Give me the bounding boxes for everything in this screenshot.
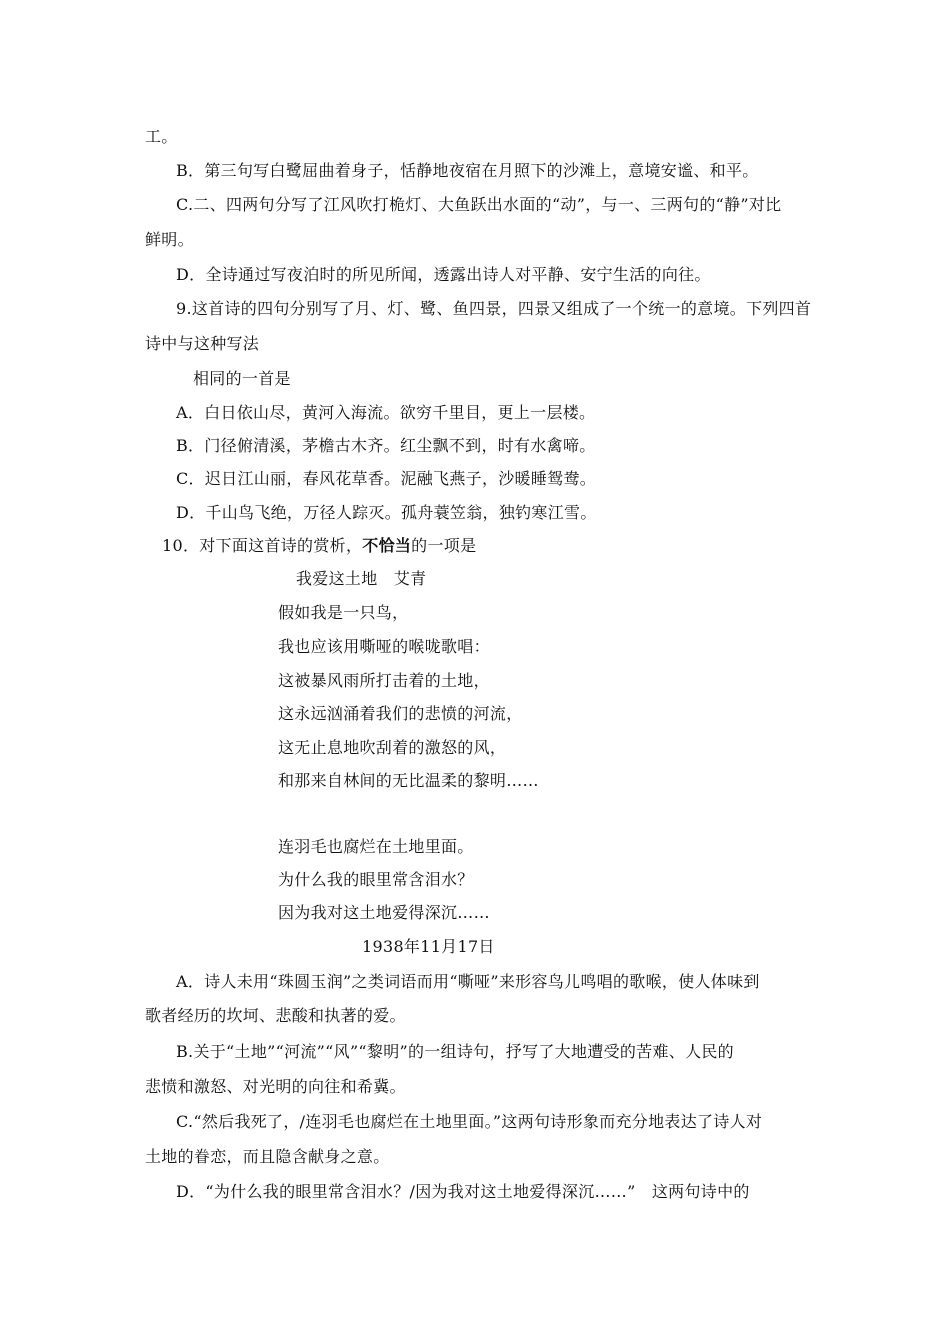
- poem-line: 假如我是一只鸟，: [278, 603, 409, 622]
- poem-line: 这无止息地吹刮着的激怒的风，: [278, 738, 507, 757]
- q10-option-a-line1: A．诗人未用“珠圆玉润”之类词语而用“嘶哑”来形容鸟儿鸣唱的歌喉，使人体味到: [176, 972, 760, 991]
- q9-stem-line2: 诗中与这种写法: [145, 334, 260, 353]
- poem-line: 因为我对这土地爱得深沉……: [278, 903, 490, 922]
- q10-option-a-line2: 歌者经历的坎坷、悲酸和执著的爱。: [145, 1006, 406, 1025]
- q10-stem-post: 的一项是: [411, 536, 477, 555]
- q10-option-b-line1: B.关于“土地”“河流”“风”“黎明”的一组诗句，抒写了大地遭受的苦难、人民的: [176, 1042, 734, 1061]
- q9-option-d: D．千山鸟飞绝，万径人踪灭。孤舟蓑笠翁，独钓寒江雪。: [176, 503, 597, 522]
- q8-option-c-line1: C.二、四两句分写了江风吹打桅灯、大鱼跃出水面的“动”，与一、三两句的“静”对比: [176, 195, 782, 214]
- q10-stem-pre: 10．对下面这首诗的赏析，: [162, 536, 363, 555]
- q9-stem-line1: 9.这首诗的四句分别写了月、灯、鹭、鱼四景，四景又组成了一个统一的意境。下列四首: [176, 299, 812, 318]
- q10-option-c-line1: C.“然后我死了，/连羽毛也腐烂在土地里面。”这两句诗形象而充分地表达了诗人对: [176, 1112, 763, 1131]
- poem-line: 这永远汹涌着我们的悲愤的河流，: [278, 704, 523, 723]
- q8-option-b: B．第三句写白鹭屈曲着身子，恬静地夜宿在月照下的沙滩上，意境安谧、和平。: [176, 161, 759, 180]
- q8-option-d: D．全诗通过写夜泊时的所见所闻，透露出诗人对平静、安宁生活的向往。: [176, 265, 711, 284]
- poem-date: 1938年11月17日: [362, 937, 495, 956]
- q10-stem: [162, 535, 476, 557]
- q9-option-c: C．迟日江山丽，春风花草香。泥融飞燕子，沙暖睡鸳鸯。: [176, 469, 597, 488]
- poem-line: 这被暴风雨所打击着的土地，: [278, 671, 490, 690]
- q10-option-c-line2: 土地的眷恋，而且隐含献身之意。: [145, 1147, 390, 1166]
- q8-option-c-line2: 鲜明。: [145, 230, 194, 249]
- poem-title: 我爱这土地 艾青: [296, 569, 427, 588]
- q9-option-a: A．白日依山尽，黄河入海流。欲穷千里目，更上一层楼。: [176, 403, 596, 422]
- q8-option-a-tail: 工。: [145, 127, 178, 146]
- q10-option-b-line2: 悲愤和激怒、对光明的向往和希冀。: [145, 1077, 406, 1096]
- q10-option-d-line1: D．“为什么我的眼里常含泪水？/因为我对这土地爱得深沉……” 这两句诗中的: [176, 1182, 750, 1201]
- q9-stem-line3: 相同的一首是: [193, 369, 291, 388]
- poem-line: 连羽毛也腐烂在土地里面。: [278, 837, 474, 856]
- poem-line: 和那来自林间的无比温柔的黎明……: [278, 771, 539, 790]
- q9-option-b: B．门径俯清溪，茅檐古木齐。红尘飘不到，时有水禽啼。: [176, 436, 596, 455]
- poem-line: 我也应该用嘶哑的喉咙歌唱：: [278, 637, 490, 656]
- q10-stem-emphasis: 不恰当: [362, 536, 412, 555]
- poem-line: 为什么我的眼里常含泪水？: [278, 870, 474, 889]
